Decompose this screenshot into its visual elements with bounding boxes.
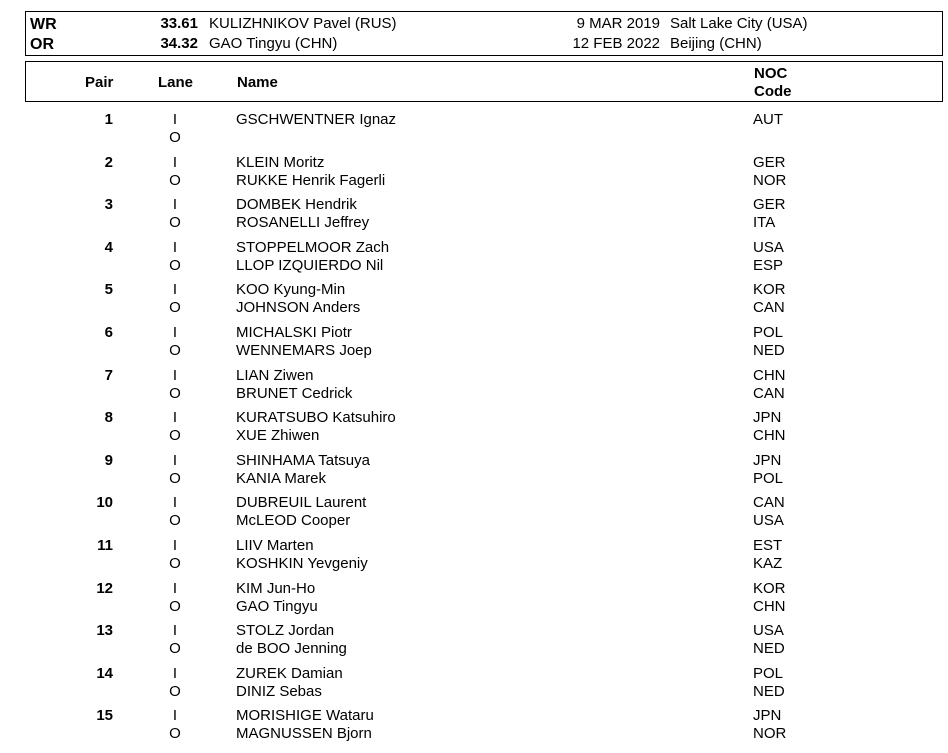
skater-name-inner: DUBREUIL Laurent xyxy=(236,494,367,512)
noc-code-outer: ITA xyxy=(753,214,776,232)
pair-row xyxy=(25,580,943,623)
pair-row xyxy=(25,154,943,197)
noc-code-outer: USA xyxy=(753,512,784,530)
skater-name-outer: BRUNET Cedrick xyxy=(236,384,353,402)
record-code: OR xyxy=(30,36,54,53)
lane-outer: O xyxy=(169,597,181,615)
pair-number: 8 xyxy=(104,409,113,427)
header-pair: Pair xyxy=(85,74,114,91)
pair-number: 14 xyxy=(96,664,113,682)
noc-code-inner: AUT xyxy=(753,111,783,128)
pair-row xyxy=(25,665,943,708)
record-place: Salt Lake City (USA) xyxy=(670,15,808,32)
lane-inner: I xyxy=(172,494,178,512)
skater-name-outer: de BOO Jenning xyxy=(236,640,347,658)
skater-name-inner: LIAN Ziwen xyxy=(236,366,314,384)
skater-name-inner: GSCHWENTNER Ignaz xyxy=(236,111,397,128)
lane-inner: I xyxy=(172,536,178,554)
record-time: 34.32 xyxy=(160,35,198,52)
header-noc-code xyxy=(754,65,792,101)
skater-name-inner: KOO Kyung-Min xyxy=(236,281,346,299)
lane-inner: I xyxy=(172,664,178,682)
skater-name-inner: SHINHAMA Tatsuya xyxy=(236,451,370,469)
noc-code-inner: JPN xyxy=(753,451,782,469)
noc-code-inner: CAN xyxy=(753,494,785,512)
skater-name-inner: LIIV Marten xyxy=(236,536,314,554)
pair-row xyxy=(25,537,943,580)
noc-code-inner: CHN xyxy=(753,366,786,384)
pair-row xyxy=(25,281,943,324)
pair-row xyxy=(25,196,943,239)
noc-code-outer: NOR xyxy=(753,171,787,189)
lane-outer: O xyxy=(169,427,181,445)
skater-name-inner: STOLZ Jordan xyxy=(236,622,335,640)
lane-inner: I xyxy=(172,366,178,384)
lane-outer: O xyxy=(169,512,181,530)
pair-row xyxy=(25,239,943,282)
lane-inner: I xyxy=(172,196,178,214)
lane-outer: O xyxy=(169,299,181,317)
header-name: Name xyxy=(237,74,278,91)
header-code: Code xyxy=(754,83,792,100)
noc-code-outer: CAN xyxy=(753,299,785,317)
lane-inner: I xyxy=(172,409,178,427)
lane-inner: I xyxy=(172,323,178,341)
skater-name-outer: GAO Tingyu xyxy=(236,597,318,615)
lane-outer: O xyxy=(169,129,181,146)
pairs-list xyxy=(25,111,943,750)
record-place: Beijing (CHN) xyxy=(670,35,762,52)
lane-outer: O xyxy=(169,682,181,700)
lane-outer: O xyxy=(169,384,181,402)
pair-number: 9 xyxy=(104,451,113,469)
lane-inner: I xyxy=(172,622,178,640)
record-time: 33.61 xyxy=(160,15,198,32)
noc-code-outer: NED xyxy=(753,682,785,700)
lane-outer: O xyxy=(169,214,181,232)
table-header xyxy=(25,61,943,102)
pair-number: 15 xyxy=(96,707,113,725)
noc-code-outer: CHN xyxy=(753,427,786,445)
skater-name-outer: ROSANELLI Jeffrey xyxy=(236,214,370,232)
lane-outer: O xyxy=(169,469,181,487)
lane-outer: O xyxy=(169,725,181,743)
record-date: 12 FEB 2022 xyxy=(572,35,660,52)
skater-name-inner: KURATSUBO Katsuhiro xyxy=(236,409,396,427)
noc-code-outer: POL xyxy=(753,469,784,487)
pair-row xyxy=(25,707,943,750)
lane-outer: O xyxy=(169,640,181,658)
pair-number: 7 xyxy=(104,366,113,384)
pair-number: 3 xyxy=(104,196,113,214)
noc-code-inner: POL xyxy=(753,323,784,341)
noc-code-outer: KAZ xyxy=(753,554,783,572)
record-date: 9 MAR 2019 xyxy=(576,15,660,32)
pair-number: 11 xyxy=(97,536,113,554)
lane-inner: I xyxy=(172,281,178,299)
record-holder: GAO Tingyu (CHN) xyxy=(209,35,338,52)
pair-number: 5 xyxy=(104,281,113,299)
noc-code-inner: POL xyxy=(753,664,784,682)
lane-inner: I xyxy=(172,451,178,469)
lane-inner: I xyxy=(172,579,178,597)
pair-number: 2 xyxy=(104,153,113,171)
noc-code-inner: KOR xyxy=(753,281,786,299)
skater-name-inner: DOMBEK Hendrik xyxy=(236,196,357,214)
noc-code-inner: JPN xyxy=(753,409,782,427)
noc-code-inner: KOR xyxy=(753,579,786,597)
pair-number: 12 xyxy=(96,579,113,597)
pair-number: 10 xyxy=(96,494,113,512)
pair-row xyxy=(25,452,943,495)
skater-name-outer: LLOP IZQUIERDO Nil xyxy=(236,256,384,274)
noc-code-outer: ESP xyxy=(753,256,784,274)
lane-outer: O xyxy=(169,171,181,189)
skater-name-outer: MAGNUSSEN Bjorn xyxy=(236,725,372,743)
record-row-or xyxy=(26,35,942,55)
skater-name-inner: KLEIN Moritz xyxy=(236,153,325,171)
record-row-wr xyxy=(26,15,942,35)
noc-code-inner: GER xyxy=(753,153,786,171)
skater-name-inner: STOPPELMOOR Zach xyxy=(236,238,390,256)
noc-code-inner: JPN xyxy=(753,707,782,725)
lane-inner: I xyxy=(172,111,178,128)
lane-outer: O xyxy=(169,341,181,359)
noc-code-outer: NED xyxy=(753,341,785,359)
skater-name-inner: MICHALSKI Piotr xyxy=(236,323,352,341)
skater-name-outer: WENNEMARS Joep xyxy=(236,341,372,359)
pair-row xyxy=(25,494,943,537)
noc-code-outer: NED xyxy=(753,640,785,658)
pair-row xyxy=(25,324,943,367)
lane-inner: I xyxy=(172,153,178,171)
skater-name-outer: McLEOD Cooper xyxy=(236,512,351,530)
pair-row xyxy=(25,367,943,410)
noc-code-outer: CHN xyxy=(753,597,786,615)
header-lane: Lane xyxy=(158,74,194,91)
records-box xyxy=(25,11,943,56)
lane-outer: O xyxy=(169,554,181,572)
skater-name-outer: JOHNSON Anders xyxy=(236,299,361,317)
noc-code-inner: USA xyxy=(753,622,784,640)
pair-number: 6 xyxy=(104,323,113,341)
pair-row xyxy=(25,622,943,665)
record-holder: KULIZHNIKOV Pavel (RUS) xyxy=(209,15,397,32)
skater-name-outer: DINIZ Sebas xyxy=(236,682,322,700)
skater-name-inner: ZUREK Damian xyxy=(236,664,343,682)
lane-inner: I xyxy=(172,238,178,256)
noc-code-outer: NOR xyxy=(753,725,787,743)
pair-number: 13 xyxy=(96,622,113,640)
pair-row xyxy=(25,409,943,452)
noc-code-outer: CAN xyxy=(753,384,785,402)
noc-code-inner: USA xyxy=(753,238,784,256)
pair-row xyxy=(25,111,943,154)
noc-code-inner: EST xyxy=(753,536,783,554)
lane-inner: I xyxy=(172,707,178,725)
header-noc: NOC xyxy=(754,65,788,82)
lane-outer: O xyxy=(169,256,181,274)
record-code: WR xyxy=(30,16,57,33)
noc-code-inner: GER xyxy=(753,196,786,214)
skater-name-outer: KOSHKIN Yevgeniy xyxy=(236,554,368,572)
skater-name-outer: XUE Zhiwen xyxy=(236,427,320,445)
skater-name-inner: MORISHIGE Wataru xyxy=(236,707,374,725)
skater-name-inner: KIM Jun-Ho xyxy=(236,579,316,597)
pair-number: 4 xyxy=(104,238,113,256)
skater-name-outer: KANIA Marek xyxy=(236,469,327,487)
skater-name-outer: RUKKE Henrik Fagerli xyxy=(236,171,386,189)
pair-number: 1 xyxy=(104,111,113,128)
